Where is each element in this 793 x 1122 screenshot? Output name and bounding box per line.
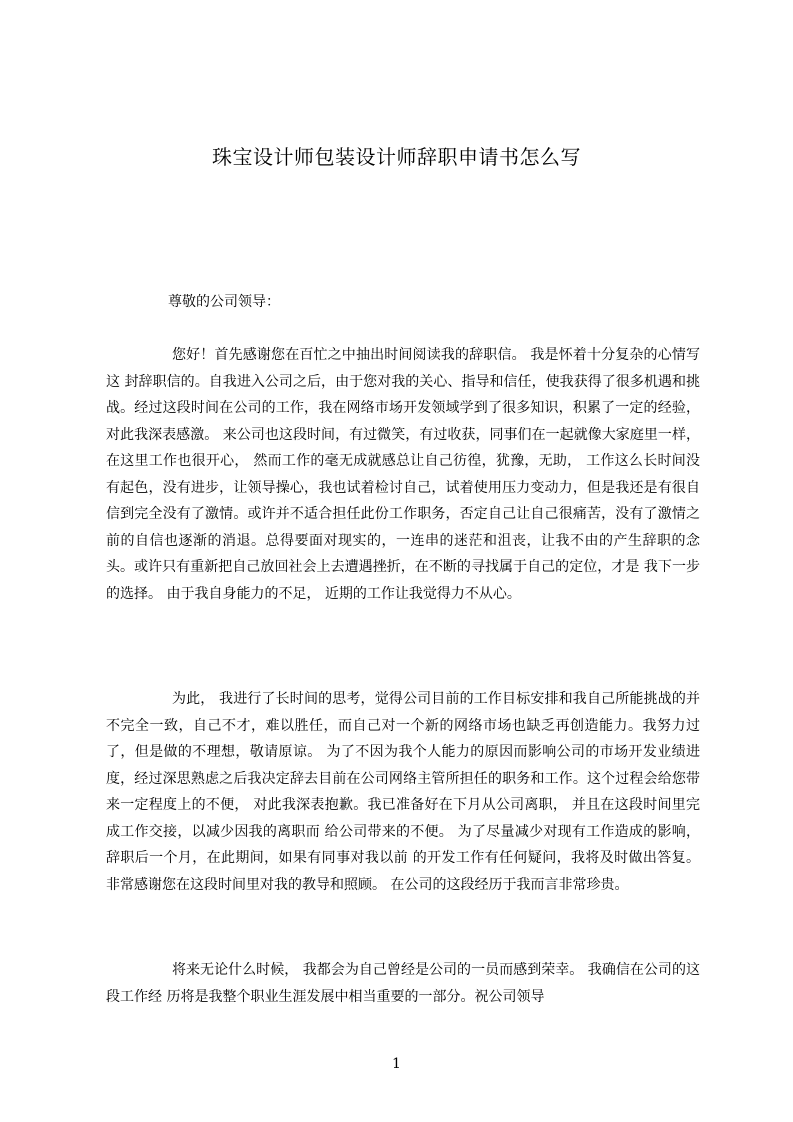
page-number: 1 <box>392 1056 401 1072</box>
body-paragraph-1: 您好！首先感谢您在百忙之中抽出时间阅读我的辞职信。 我是怀着十分复杂的心情写这 封辞职信的。自我进入公司之后，由于您对我的关心、指导和信任，使我获得了很多机遇和挑战。经过这段时间在公司的工作，我在网络市场开发领域学到了很多知识，积累了一定的经验，对此我深表感激。 来公司也这段时间，有过微笑，有过收获，同事们在一起就像大家庭里一样，在这里工作也很开心， 然而工作的毫无成就感总让自己彷徨，犹豫，无助， 工作这么长时间没有起色，没有进步，让领导操心，我也试着检讨自己，试着使用压力变动力，但是我还是有很自信到完全没有了激情。或许并不适合担任此份工作职务，否定自己让自己很痛苦，没有了激情之前的自信也逐渐的消退。总得要面对现实的，一连串的迷茫和沮丧，让我不由的产生辞职的念头。或许只有重新把自己放回社会上去遭遇挫折，在不断的寻找属于自己的定位，才是 我下一步的选择。 由于我自身能力的不足， 近期的工作让我觉得力不从心。 <box>106 347 700 602</box>
body-paragraph-3: 将来无论什么时候， 我都会为自己曾经是公司的一员而感到荣幸。 我确信在公司的这段工作经 历将是我整个职业生涯发展中相当重要的一部分。祝公司领导 <box>106 962 700 1005</box>
salutation: 尊敬的公司领导： <box>168 294 280 310</box>
body-paragraph-2: 为此， 我进行了长时间的思考，觉得公司目前的工作目标安排和我自己所能挑战的并不完全一致，自己不才，难以胜任，而自己对一个新的网络市场也缺乏再创造能力。我努力过了，但是做的不理想，敬请原谅。 为了不因为我个人能力的原因而影响公司的市场开发业绩进度，经过深思熟虑之后我决定辞去目前在公司网络主管所担任的职务和工作。这个过程会给您带来一定程度上的不便， 对此我深表抱歉。我已准备好在下月从公司离职， 并且在这段时间里完成工作交接，以减少因我的离职而 给公司带来的不便。 为了尽量减少对现有工作造成的影响，辞职后一个月，在此期间，如果有同事对我以前 的开发工作有任何疑问，我将及时做出答复。 非常感谢您在这段时间里对我的教导和照顾。 在公司的这段经历于我而言非常珍贵。 <box>106 691 700 893</box>
document-title: 珠宝设计师包装设计师辞职申请书怎么写 <box>212 145 581 169</box>
